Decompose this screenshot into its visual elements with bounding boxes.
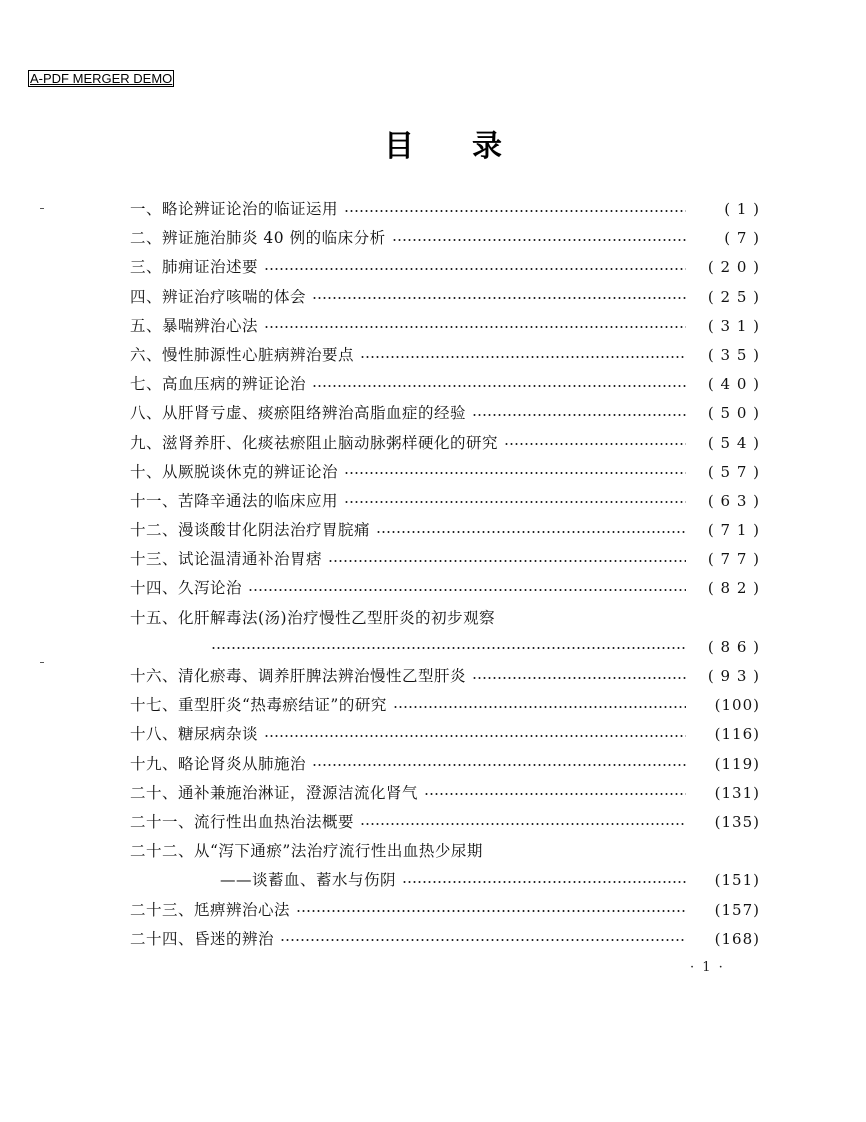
toc-entry-title: 十七、重型肝炎“热毒瘀结证”的研究 <box>130 696 387 715</box>
toc-entry-subtitle: ——谈蓄血、蓄水与伤阴 <box>220 871 397 890</box>
toc-entry-page: ( 7 7 ) <box>707 550 760 569</box>
toc-entry-title: 六、慢性肺源性心脏病辨治要点 <box>130 345 355 364</box>
dot-leader <box>504 443 686 445</box>
toc-entry <box>130 516 760 545</box>
toc-entry-title: 八、从肝肾亏虚、痰瘀阻络辨治高脂血症的经验 <box>130 404 467 423</box>
toc-entry <box>130 545 760 574</box>
scan-speck <box>40 662 44 663</box>
toc-entry-page: ( 7 1 ) <box>707 521 760 540</box>
dot-leader <box>211 647 686 649</box>
table-of-contents <box>130 195 760 954</box>
toc-entry-page: ( 8 2 ) <box>707 579 760 598</box>
dot-leader <box>280 939 686 941</box>
toc-entry-title: 十一、苦降辛通法的临床应用 <box>130 491 339 510</box>
toc-entry-page: ( 5 7 ) <box>707 462 760 481</box>
toc-entry <box>130 487 760 516</box>
dot-leader <box>472 677 686 679</box>
toc-entry <box>130 370 760 399</box>
toc-entry-page: ( 2 0 ) <box>707 258 760 277</box>
scan-speck <box>40 208 44 209</box>
dot-leader <box>402 881 686 883</box>
toc-entry-title: 十九、略论肾炎从肺施治 <box>130 754 307 773</box>
toc-entry <box>130 925 760 954</box>
toc-entry-title: 十六、清化瘀毒、调养肝脾法辨治慢性乙型肝炎 <box>130 667 467 686</box>
dot-leader <box>264 268 686 270</box>
toc-entry-page: ( 4 0 ) <box>707 375 760 394</box>
toc-entry <box>130 604 760 662</box>
toc-entry <box>130 808 760 837</box>
toc-entry-page: ( 7 ) <box>724 229 760 248</box>
toc-entry-title: 四、辨证治疗咳喘的体会 <box>130 287 307 306</box>
page-number: · 1 · <box>690 960 725 975</box>
toc-entry-page: ( 9 3 ) <box>707 667 760 686</box>
toc-entry-page: (135) <box>714 812 760 831</box>
toc-entry <box>130 574 760 603</box>
toc-entry <box>130 662 760 691</box>
toc-entry-title: 十、从厥脱谈休克的辨证论治 <box>130 462 339 481</box>
toc-entry <box>130 283 760 312</box>
toc-entry <box>130 312 760 341</box>
toc-entry <box>130 458 760 487</box>
toc-entry-page: ( 3 1 ) <box>707 316 760 335</box>
toc-entry-title: 二十、通补兼施治淋证，澄源洁流化肾气 <box>130 783 419 802</box>
toc-entry-page: ( 1 ) <box>724 200 760 218</box>
dot-leader <box>296 910 686 912</box>
toc-entry <box>130 750 760 779</box>
dot-leader <box>393 706 686 708</box>
toc-entry-title: 十五、化肝解毒法(汤)治疗慢性乙型肝炎的初步观察 <box>130 608 496 627</box>
toc-entry-title: 二十四、昏迷的辨治 <box>130 929 275 948</box>
toc-entry-page: ( 8 6 ) <box>707 637 760 656</box>
dot-leader <box>472 414 686 416</box>
toc-entry-page: (151) <box>714 871 760 890</box>
toc-entry <box>130 691 760 720</box>
toc-entry <box>130 399 760 428</box>
toc-entry <box>130 253 760 282</box>
dot-leader <box>264 735 686 737</box>
toc-entry-page: (119) <box>714 754 760 773</box>
toc-entry <box>130 341 760 370</box>
toc-entry-title: 二、辨证施治肺炎 40 例的临床分析 <box>130 229 386 248</box>
toc-entry-title: 一、略论辨证论治的临证运用 <box>130 200 339 218</box>
dot-leader <box>424 793 686 795</box>
toc-entry-page: (116) <box>714 725 760 744</box>
toc-entry <box>130 837 760 895</box>
dot-leader <box>312 297 686 299</box>
dot-leader <box>392 239 686 241</box>
dot-leader <box>344 472 686 474</box>
dot-leader <box>312 385 686 387</box>
toc-entry-page: (100) <box>714 696 760 715</box>
toc-entry-title: 十八、糖尿病杂谈 <box>130 725 259 744</box>
toc-entry-page: ( 5 4 ) <box>707 433 760 452</box>
toc-entry <box>130 195 760 224</box>
toc-entry-title: 十二、漫谈酸甘化阴法治疗胃脘痛 <box>130 521 371 540</box>
toc-entry-page: (131) <box>714 783 760 802</box>
toc-entry-title: 二十三、尪痹辨治心法 <box>130 900 291 919</box>
dot-leader <box>328 560 686 562</box>
toc-entry-title: 九、滋肾养肝、化痰祛瘀阻止脑动脉粥样硬化的研究 <box>130 433 499 452</box>
toc-entry-page: ( 6 3 ) <box>707 491 760 510</box>
toc-entry-title: 七、高血压病的辨证论治 <box>130 375 307 394</box>
toc-entry <box>130 720 760 749</box>
dot-leader <box>376 531 686 533</box>
page-title: 目录 <box>384 129 560 164</box>
dot-leader <box>264 326 686 328</box>
toc-entry-title: 五、暴喘辨治心法 <box>130 316 259 335</box>
toc-entry <box>130 224 760 253</box>
toc-entry <box>130 779 760 808</box>
dot-leader <box>360 356 686 358</box>
dot-leader <box>344 501 686 503</box>
dot-leader <box>344 210 686 212</box>
toc-entry-page: ( 3 5 ) <box>707 345 760 364</box>
toc-entry-page: (157) <box>714 900 760 919</box>
dot-leader <box>248 589 686 591</box>
toc-entry-title: 十三、试论温清通补治胃痞 <box>130 550 323 569</box>
dot-leader <box>312 764 686 766</box>
toc-entry-page: (168) <box>714 929 760 948</box>
toc-entry-page: ( 5 0 ) <box>707 404 760 423</box>
toc-entry-page: ( 2 5 ) <box>707 287 760 306</box>
toc-entry <box>130 429 760 458</box>
dot-leader <box>360 823 686 825</box>
toc-entry-title: 三、肺痈证治述要 <box>130 258 259 277</box>
toc-entry <box>130 896 760 925</box>
watermark-label: A-PDF MERGER DEMO <box>30 71 173 86</box>
toc-entry-title: 二十一、流行性出血热治法概要 <box>130 812 355 831</box>
toc-entry-title: 十四、久泻论治 <box>130 579 243 598</box>
toc-entry-title: 二十二、从“泻下通瘀”法治疗流行性出血热少尿期 <box>130 842 483 861</box>
